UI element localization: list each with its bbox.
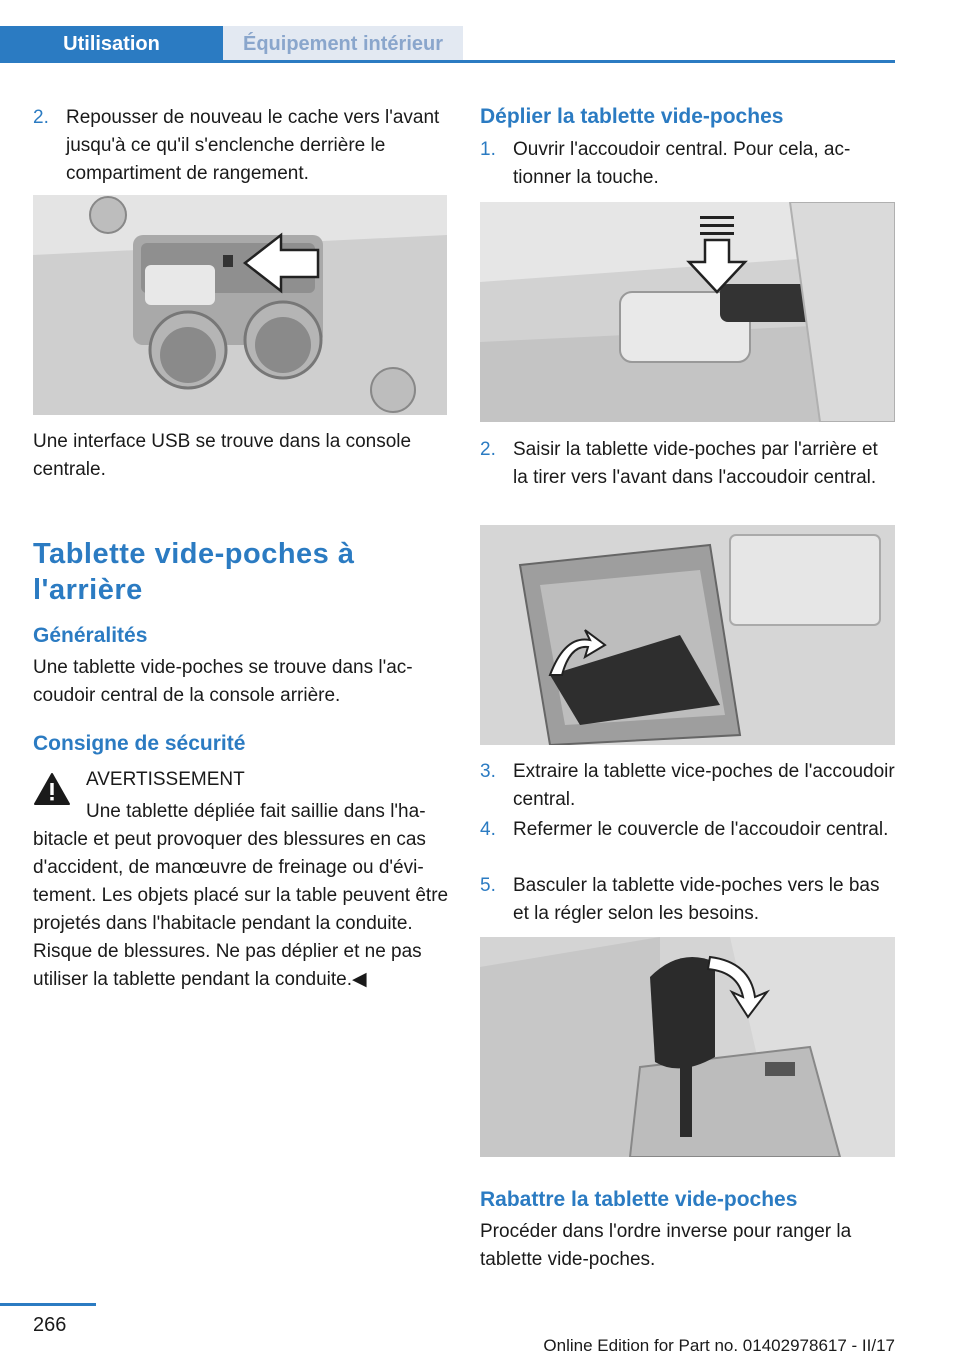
tray-pull-illustration bbox=[480, 525, 895, 745]
safety-heading: Consigne de sécurité bbox=[33, 732, 246, 755]
warning-text: Une tablette dépliée fait saillie dans l'habitacle et peut provoquer des blessures en cas d'accident, de manœuvre de freinage ou d'évitement. Les objets placé sur la table peuvent être projetés dans l'habitacle pendant la conduite. Risque de blessures. Ne pas déplier et ne pas utiliser la tablette pendant la conduite.◀ bbox=[33, 801, 449, 990]
step-number: 3. bbox=[480, 761, 496, 782]
console-usb-illustration bbox=[33, 195, 447, 415]
step-number: 2. bbox=[480, 439, 496, 460]
fold-text: Procéder dans l'ordre inverse pour ranger la tablette vide-poches. bbox=[480, 1221, 852, 1270]
warning-title: AVERTISSEMENT bbox=[86, 769, 245, 790]
step-text: Refermer le couvercle de l'accoudoir central. bbox=[513, 819, 889, 840]
step-4 bbox=[480, 816, 895, 844]
header-divider bbox=[0, 60, 895, 63]
step-2 bbox=[480, 436, 895, 492]
fold-heading: Rabattre la tablette vide-poches bbox=[480, 1188, 798, 1211]
step-2-left bbox=[33, 104, 449, 188]
step-text: Basculer la tablette vide-poches vers le bas et la régler selon les besoins. bbox=[513, 875, 880, 924]
step-5 bbox=[480, 872, 895, 928]
tray-fold-down-illustration bbox=[480, 937, 895, 1157]
step-text: Extraire la tablette vice-poches de l'accoudoir central. bbox=[513, 761, 895, 810]
usb-note: Une interface USB se trouve dans la console centrale. bbox=[33, 431, 412, 480]
step-number: 4. bbox=[480, 819, 496, 840]
page-header bbox=[0, 0, 960, 62]
general-text: Une tablette vide-poches se trouve dans l'accoudoir central de la console arrière. bbox=[33, 657, 413, 706]
step-number: 5. bbox=[480, 875, 496, 896]
page-number: 266 bbox=[33, 1314, 67, 1336]
step-number: 1. bbox=[480, 139, 496, 160]
step-text: Repousser de nouveau le cache vers l'avant jusqu'à ce qu'il s'enclenche derrière le compartiment de rangement. bbox=[66, 107, 440, 184]
step-number: 2. bbox=[33, 107, 49, 128]
tab-equipement-interieur[interactable]: Équipement intérieur bbox=[223, 26, 463, 62]
section-title: Tablette vide-poches à l'arrière bbox=[33, 538, 355, 606]
step-text: Ouvrir l'accoudoir central. Pour cela, actionner la touche. bbox=[513, 139, 851, 188]
step-text: Saisir la tablette vide-poches par l'arrière et la tirer vers l'avant dans l'accoudoir central. bbox=[513, 439, 878, 488]
step-1 bbox=[480, 136, 895, 192]
step-3 bbox=[480, 758, 895, 814]
unfold-heading: Déplier la tablette vide-poches bbox=[480, 105, 784, 128]
armrest-button-illustration bbox=[480, 202, 895, 422]
footer-divider bbox=[0, 1303, 96, 1306]
edition-note: Online Edition for Part no. 01402978617 - II/17 bbox=[543, 1336, 895, 1355]
tab-utilisation[interactable]: Utilisation bbox=[0, 26, 223, 62]
general-heading: Généralités bbox=[33, 624, 148, 647]
